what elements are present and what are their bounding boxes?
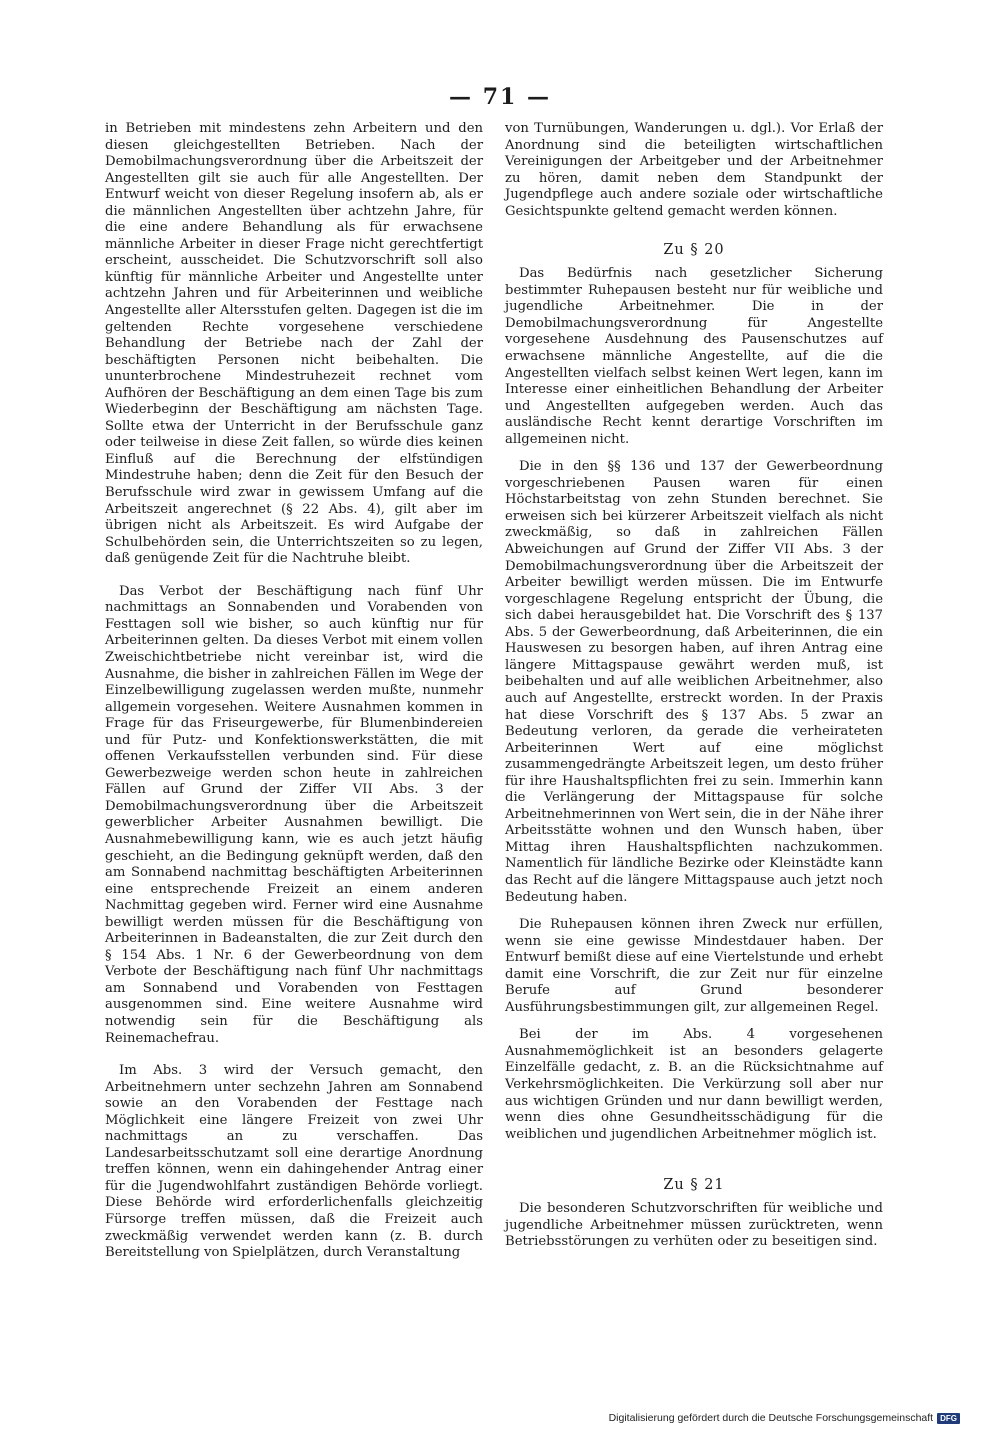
footer-credit bbox=[609, 1412, 960, 1424]
section-21-paragraph: Die besonderen Schutzvorschriften für weibliche und jugendliche Arbeitnehmer müssen zurücktreten, wenn Betriebsstörungen zu verhüten oder zu beseitigen sind. bbox=[505, 1201, 883, 1250]
page-number: — 71 — bbox=[449, 84, 551, 110]
right-top-paragraph: von Turnübungen, Wanderungen u. dgl.). Vor Erlaß der Anordnung sind die beteiligten wirtschaftlichen Vereinigungen der Arbeitgeber und der Arbeitnehmer zu hören, damit neben dem Standpunkt der Jugendpflege auch andere soziale oder wirtschaftliche Gesichtspunkte geltend gemacht werden können. bbox=[505, 121, 883, 219]
dfg-logo: DFG bbox=[937, 1413, 960, 1424]
left-paragraph-2: Das Verbot der Beschäftigung nach fünf Uhr nachmittags an Sonnabenden und Vorabenden von Festtagen soll wie bisher, so auch künftig nur für Arbeiterinnen gelten. Da dieses Verbot mit einem vollen Zweischichtbetriebe nicht vereinbar ist, wird die Ausnahme, die bisher in zahlreichen Fällen im Wege der Einzelbewilligung zugelassen werden mußte, nunmehr allgemein vorgesehen. Weitere Ausnahmen kommen in Frage für das Friseurgewerbe, für Blumenbindereien und für Putz- und Konfektionswerkstätten, die mit offenen Verkaufsstellen verbunden sind. Für diese Gewerbezweige werden schon heute in zahlreichen Fällen auf Grund der Ziffer VII Abs. 3 der Demobilmachungsverordnung über die Arbeitszeit gewerblicher Arbeiter Ausnahmen bewilligt. Die Ausnahmebewilligung kann, wie es auch jetzt häufig geschieht, an die Bedingung geknüpft werden, daß den am Sonnabend nachmittag beschäftigten Arbeiterinnen eine entsprechende Freizeit an einem anderen Nachmittag gegeben wird. Ferner wird eine Ausnahme bewilligt werden müssen für die Beschäftigung von Arbeiterinnen in Badeanstalten, die zur Zeit durch den § 154 Abs. 1 Nr. 6 der Gewerbeordnung von dem Verbote der Beschäftigung nach fünf Uhr nachmittags am Sonnabend und Vorabenden von Festtagen ausgenommen sind. Eine weitere Ausnahme wird notwendig sein für die Beschäftigung als Reinemachefrau. bbox=[105, 583, 483, 1046]
section-20-paragraph-3: Die Ruhepausen können ihren Zweck nur erfüllen, wenn sie eine gewisse Mindestdauer haben. Der Entwurf bemißt diese auf eine Viertelstunde und erhebt damit eine Vorschrift, die zur Zeit nur für einzelne Berufe auf Grund besonderer Ausführungsbestimmungen gilt, zur allgemeinen Regel. bbox=[505, 917, 883, 1015]
section-heading-21: Zu § 21 bbox=[663, 1177, 725, 1194]
section-20-paragraph-1: Das Bedürfnis nach gesetzlicher Sicherung bestimmter Ruhepausen besteht nur für weibliche und jugendliche Arbeitnehmer. Die in der Demobilmachungsverordnung für Angestellte vorgesehene Ausdehnung des Pausenschutzes auf erwachsene männliche Angestellte, auf die die Angestellten vielfach selbst keinen Wert legen, kann im Interesse einer einheitlichen Behandlung der Arbeiter und Angestellten aufgegeben werden. Auch das ausländische Recht kennt derartige Vorschriften im allgemeinen nicht. bbox=[505, 266, 883, 447]
right-column bbox=[505, 121, 883, 1251]
section-20-paragraph-2: Die in den §§ 136 und 137 der Gewerbeordnung vorgeschriebenen Pausen waren für einen Höchstarbeitstag von zehn Stunden berechnet. Sie erweisen sich bei kürzerer Arbeitszeit vielfach als nicht zweckmäßig, so daß in zahlreichen Fällen Abweichungen auf Grund der Ziffer VII Abs. 3 der Demobilmachungsverordnung über die Arbeitszeit der Arbeiter bewilligt werden müssen. Die im Entwurfe vorgeschlagene Regelung entspricht der Übung, die sich dabei herausgebildet hat. Die Vorschrift des § 137 Abs. 5 der Gewerbeordnung, daß Arbeiterinnen, die ein Hauswesen zu besorgen haben, auf ihren Antrag eine längere Mittagspause gewährt werden muß, ist beibehalten und auf alle weiblichen Arbeitnehmer, also auch auf Angestellte, erstreckt worden. In der Praxis hat diese Vorschrift des § 137 Abs. 5 zwar an Bedeutung verloren, da gerade die verheirateten Arbeiterinnen Wert auf eine möglichst zusammengedrängte Arbeitszeit legen, um desto früher für ihre Haushaltspflichten frei zu sein. Immerhin kann die Verlängerung der Mittagspause für solche Arbeitnehmerinnen von Wert sein, die in der Nähe ihrer Arbeitsstätte wohnen und den Wunsch haben, über Mittag ihren Haushaltspflichten nachzukommen. Namentlich für ländliche Bezirke oder Kleinstädte kann das Recht auf die längere Mittagspause auch jetzt noch Bedeutung haben. bbox=[505, 459, 883, 905]
section-20-paragraph-4: Bei der im Abs. 4 vorgesehenen Ausnahmemöglichkeit ist an besonders gelagerte Einzelfälle gedacht, z. B. an die Rücksichtnahme auf Verkehrsmöglichkeiten. Die Verkürzung soll aber nur aus wichtigen Gründen und nur dann bewilligt werden, wenn dies ohne Gesundheitsschädigung für die weiblichen und jugendlichen Arbeitnehmer möglich ist. bbox=[505, 1027, 883, 1142]
section-heading-20: Zu § 20 bbox=[663, 242, 725, 259]
left-paragraph-1: in Betrieben mit mindestens zehn Arbeitern und den diesen gleichgestellten Betrieben. Nach der Demobilmachungsverordnung über die Arbeitszeit der Angestellten gilt sie auch für alle Angestellten. Der Entwurf weicht von dieser Regelung insofern ab, als er die männlichen Angestellten über achtzehn Jahre, für die eine andere Behandlung als für erwachsene männliche Arbeiter in dieser Frage nicht gerechtfertigt erscheint, ausscheidet. Die Schutzvorschrift soll also künftig für männliche Arbeiter und Angestellte unter achtzehn Jahren und für Arbeiterinnen und weibliche Angestellte aller Altersstufen gelten. Dagegen ist die im geltenden Rechte vorgesehene verschiedene Behandlung der Betriebe nach der Zahl der beschäftigten Personen nicht beibehalten. Die ununterbrochene Mindestruhezeit rechnet vom Aufhören der Beschäftigung an dem einen Tage bis zum Wiederbeginn der Beschäftigung am nächsten Tage. Sollte etwa der Unterricht in der Berufsschule ganz oder teilweise in diese Zeit fallen, so würde dies keinen Einfluß auf die Berechnung der elfstündigen Mindestruhe haben; denn die Zeit für den Besuch der Berufsschule wird zwar in gewissem Umfang auf die Arbeitszeit angerechnet (§ 22 Abs. 4), gilt aber im übrigen nicht als Arbeitszeit. Es wird Aufgabe der Schulbehörden sein, die Unterrichtszeiten so zu legen, daß genügende Zeit für die Nachtruhe bleibt. bbox=[105, 121, 483, 567]
footer-credit-text: Digitalisierung gefördert durch die Deutsche Forschungsgemeinschaft bbox=[608, 1412, 934, 1424]
left-column bbox=[105, 121, 483, 1277]
left-paragraph-3: Im Abs. 3 wird der Versuch gemacht, den Arbeitnehmern unter sechzehn Jahren am Sonnabend sowie an den Vorabenden der Festtage nach Möglichkeit eine längere Freizeit von zwei Uhr nachmittags an zu verschaffen. Das Landesarbeitsschutzamt soll eine derartige Anordnung treffen können, wenn ein dahingehender Antrag einer für die Jugendwohlfahrt zuständigen Behörde vorliegt. Diese Behörde wird erforderlichenfalls gleichzeitig Fürsorge treffen müssen, daß die Freizeit auch zweckmäßig verwendet werden kann (z. B. durch Bereitstellung von Spielplätzen, durch Veranstaltung bbox=[105, 1063, 483, 1261]
